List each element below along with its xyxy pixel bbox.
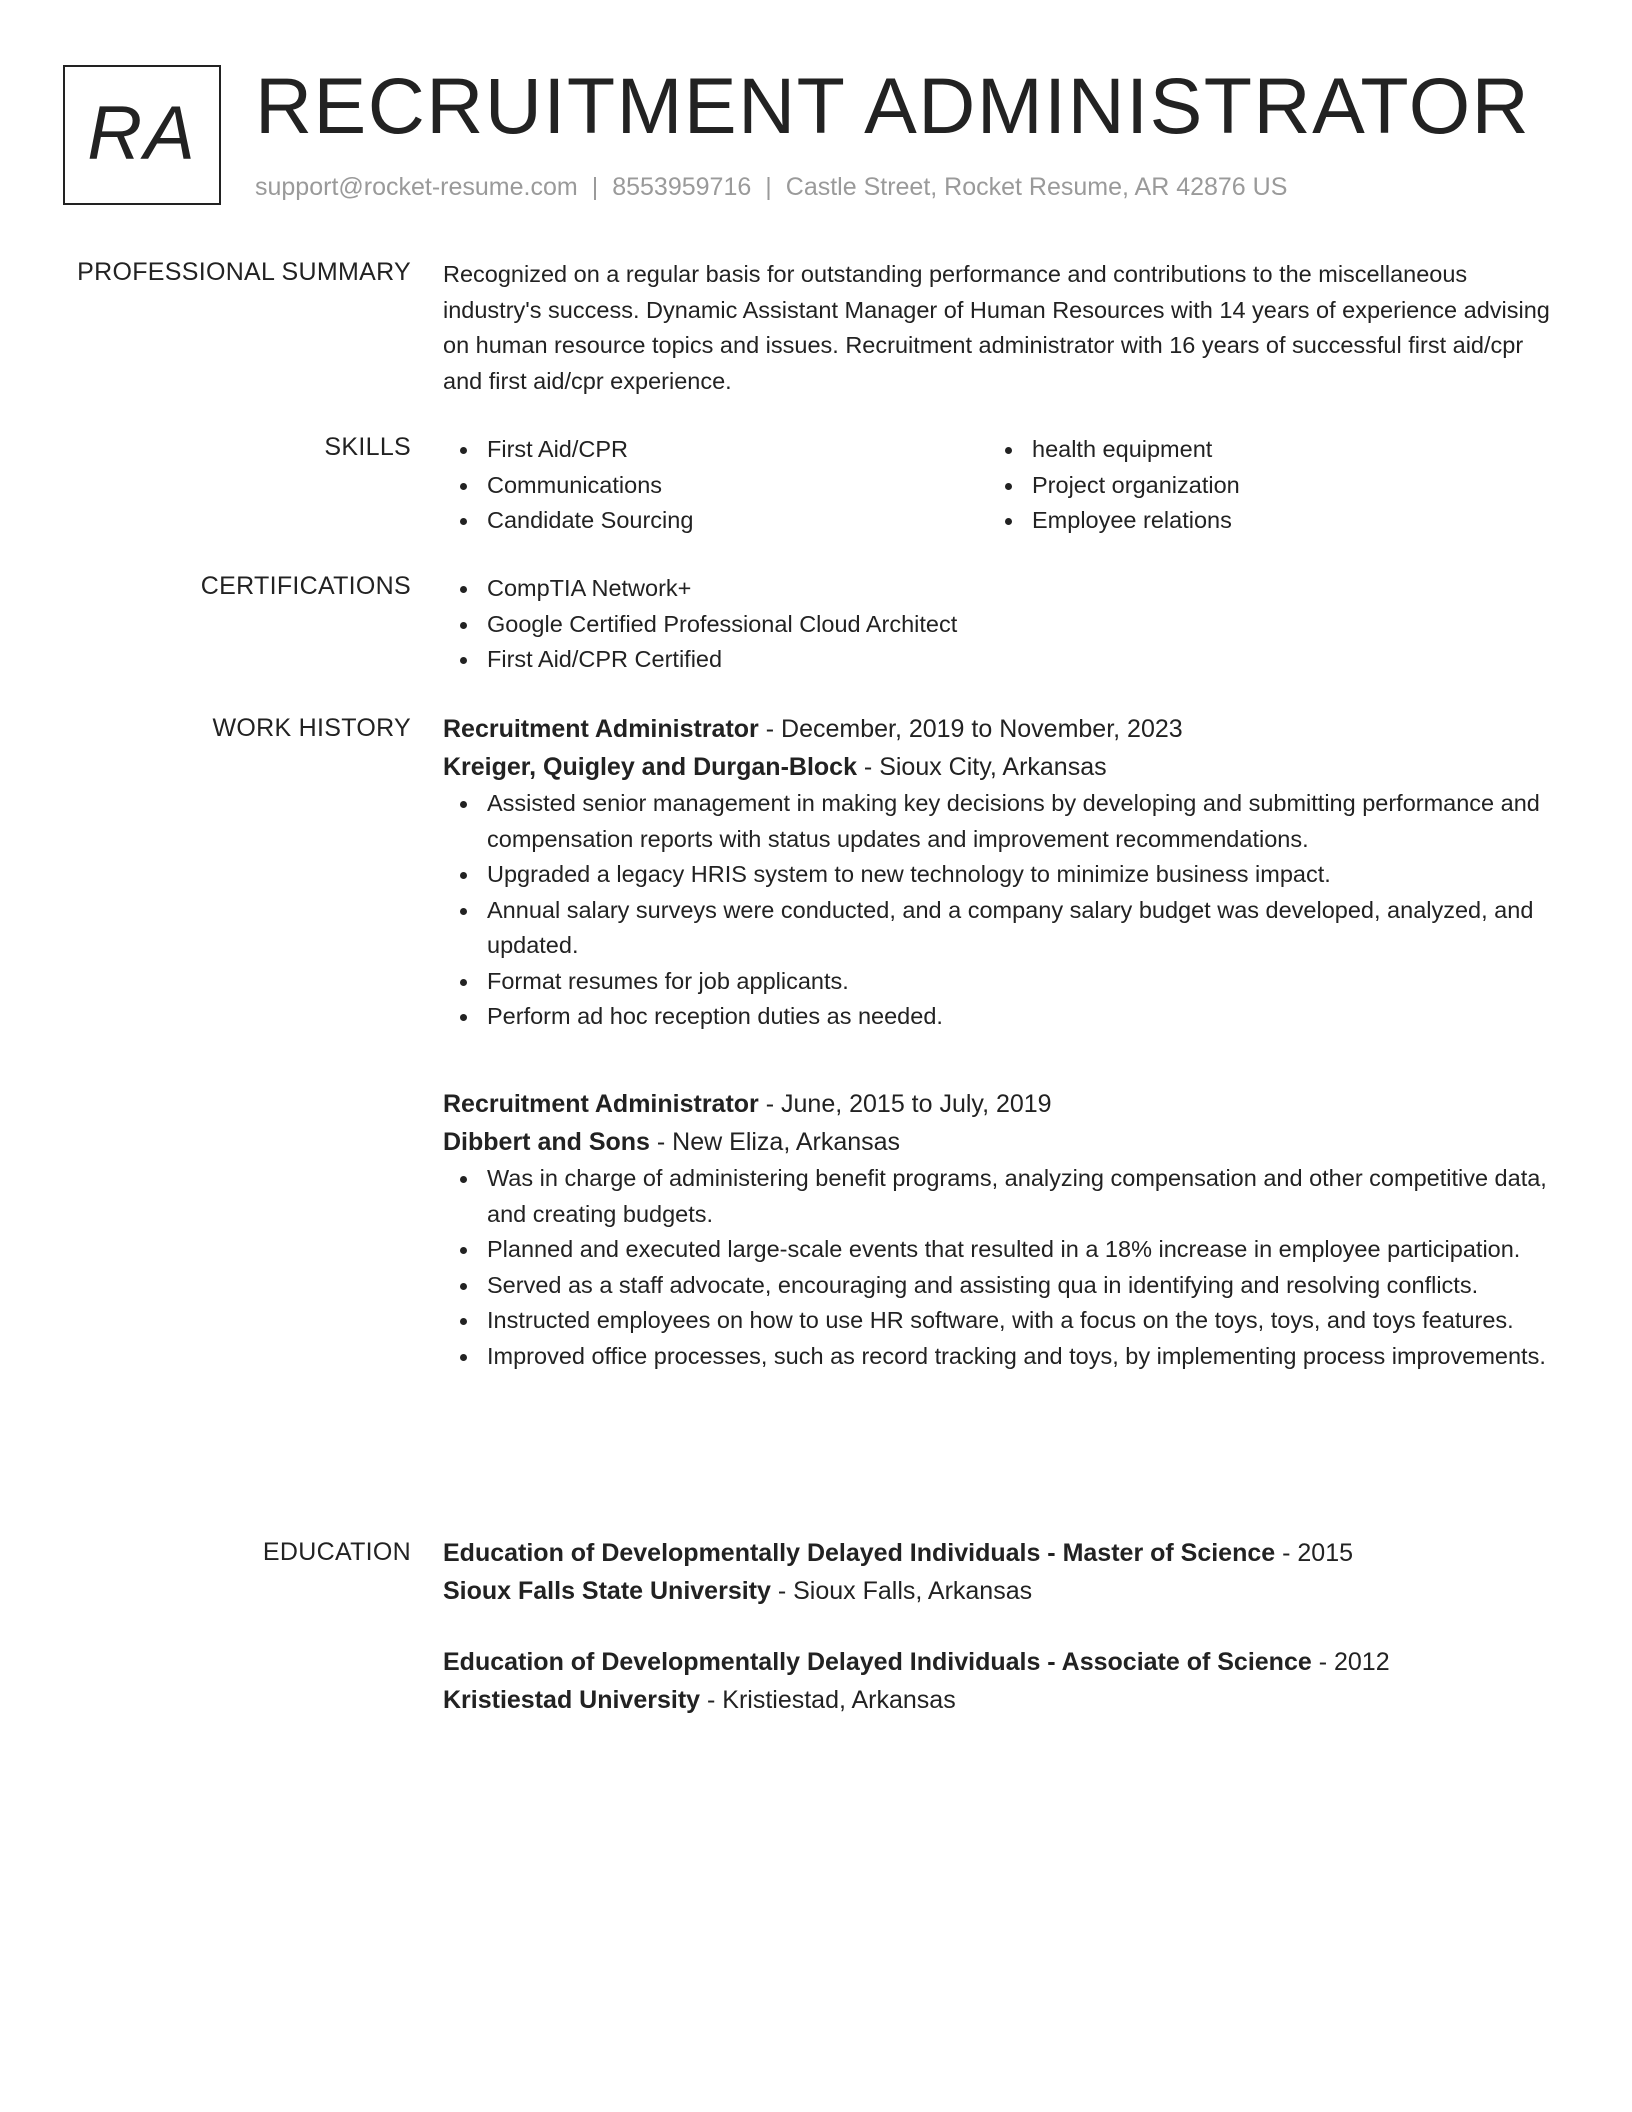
candidate-name: RECRUITMENT ADMINISTRATOR [255,61,1531,150]
skill-item: health equipment [988,432,1533,468]
employer-name: Dibbert and Sons [443,1128,650,1156]
job-duties-list [443,786,1553,1035]
skills-list-right [988,432,1533,539]
summary-body [443,257,1553,399]
school-location: - Kristiestad, Arkansas [700,1686,956,1714]
job-duty: Assisted senior management in making key decisions by developing and submitting performance and compensation reports with status updates and improvement recommendations. [443,786,1553,857]
employer-name: Kreiger, Quigley and Durgan-Block [443,753,857,781]
job-duty: Perform ad hoc reception duties as needed. [443,999,1553,1035]
job-duty: Served as a staff advocate, encouraging and assisting qua in identifying and resolving conflicts. [443,1268,1553,1304]
employer-line [443,748,1553,786]
job-title-line [443,710,1553,748]
section-label-work-history: WORK HISTORY [212,714,411,742]
section-label-education: EDUCATION [262,1538,411,1566]
resume-header [63,61,1563,215]
job-entry [443,710,1553,1035]
contact-address: Castle Street, Rocket Resume, AR 42876 US [785,173,1288,201]
section-label-summary: PROFESSIONAL SUMMARY [77,258,411,286]
employer-location: - Sioux City, Arkansas [856,753,1107,781]
job-title-line [443,1085,1553,1123]
school-line [443,1681,1553,1719]
monogram-initials: RA [87,90,197,176]
school-name: Sioux Falls State University [443,1577,771,1605]
job-duty: Format resumes for job applicants. [443,964,1553,1000]
degree-line [443,1643,1553,1681]
job-duty: Planned and executed large-scale events that resulted in a 18% increase in employee participation. [443,1232,1553,1268]
contact-separator: | [591,173,599,201]
skills-body [443,432,1553,539]
degree-line [443,1534,1553,1572]
contact-line [255,173,1287,202]
job-entry [443,1085,1553,1374]
summary-text: Recognized on a regular basis for outstanding performance and contributions to the miscellaneous industry's success. Dynamic Assistant Manager of Human Resources with 14 years of experience advising on human resource topics and issues. Recruitment administrator with 16 years of successful first aid/cpr and first aid/cpr experience. [443,261,1550,394]
degree-year: - 2015 [1275,1539,1354,1567]
job-duties-list [443,1161,1553,1374]
job-title: Recruitment Administrator [443,1090,759,1118]
skill-item: Candidate Sourcing [443,503,988,539]
job-dates: - June, 2015 to July, 2019 [758,1090,1052,1118]
certifications-list [443,571,1553,678]
degree-name: Education of Developmentally Delayed Individuals - Associate of Science [443,1648,1312,1676]
degree-year: - 2012 [1311,1648,1390,1676]
job-duty: Was in charge of administering benefit programs, analyzing compensation and other competitive data, and creating budgets. [443,1161,1553,1232]
job-duty: Instructed employees on how to use HR software, with a focus on the toys, toys, and toys features. [443,1303,1553,1339]
skill-item: Employee relations [988,503,1533,539]
certification-item: CompTIA Network+ [443,571,1553,607]
job-dates: - December, 2019 to November, 2023 [758,715,1183,743]
certifications-body [443,571,1553,678]
certification-item: First Aid/CPR Certified [443,642,1553,678]
job-duty: Annual salary surveys were conducted, and a company salary budget was developed, analyzed, and updated. [443,893,1553,964]
certification-item: Google Certified Professional Cloud Architect [443,607,1553,643]
contact-phone: 8553959716 [612,173,752,201]
school-name: Kristiestad University [443,1686,701,1714]
section-label-certifications: CERTIFICATIONS [200,572,411,600]
contact-email: support@rocket-resume.com [255,173,578,201]
school-line [443,1572,1553,1610]
job-duty: Improved office processes, such as record tracking and toys, by implementing process improvements. [443,1339,1553,1375]
job-title: Recruitment Administrator [443,715,759,743]
section-label-skills: SKILLS [324,433,411,461]
school-location: - Sioux Falls, Arkansas [770,1577,1033,1605]
job-duty: Upgraded a legacy HRIS system to new technology to minimize business impact. [443,857,1553,893]
employer-location: - New Eliza, Arkansas [649,1128,901,1156]
education-entry [443,1534,1553,1610]
monogram-box [63,65,221,205]
employer-line [443,1123,1553,1161]
degree-name: Education of Developmentally Delayed Individuals - Master of Science [443,1539,1276,1567]
skill-item: Project organization [988,468,1533,504]
education-entry [443,1643,1553,1719]
skill-item: Communications [443,468,988,504]
contact-separator: | [765,173,772,201]
skills-list-left [443,432,988,539]
skill-item: First Aid/CPR [443,432,988,468]
